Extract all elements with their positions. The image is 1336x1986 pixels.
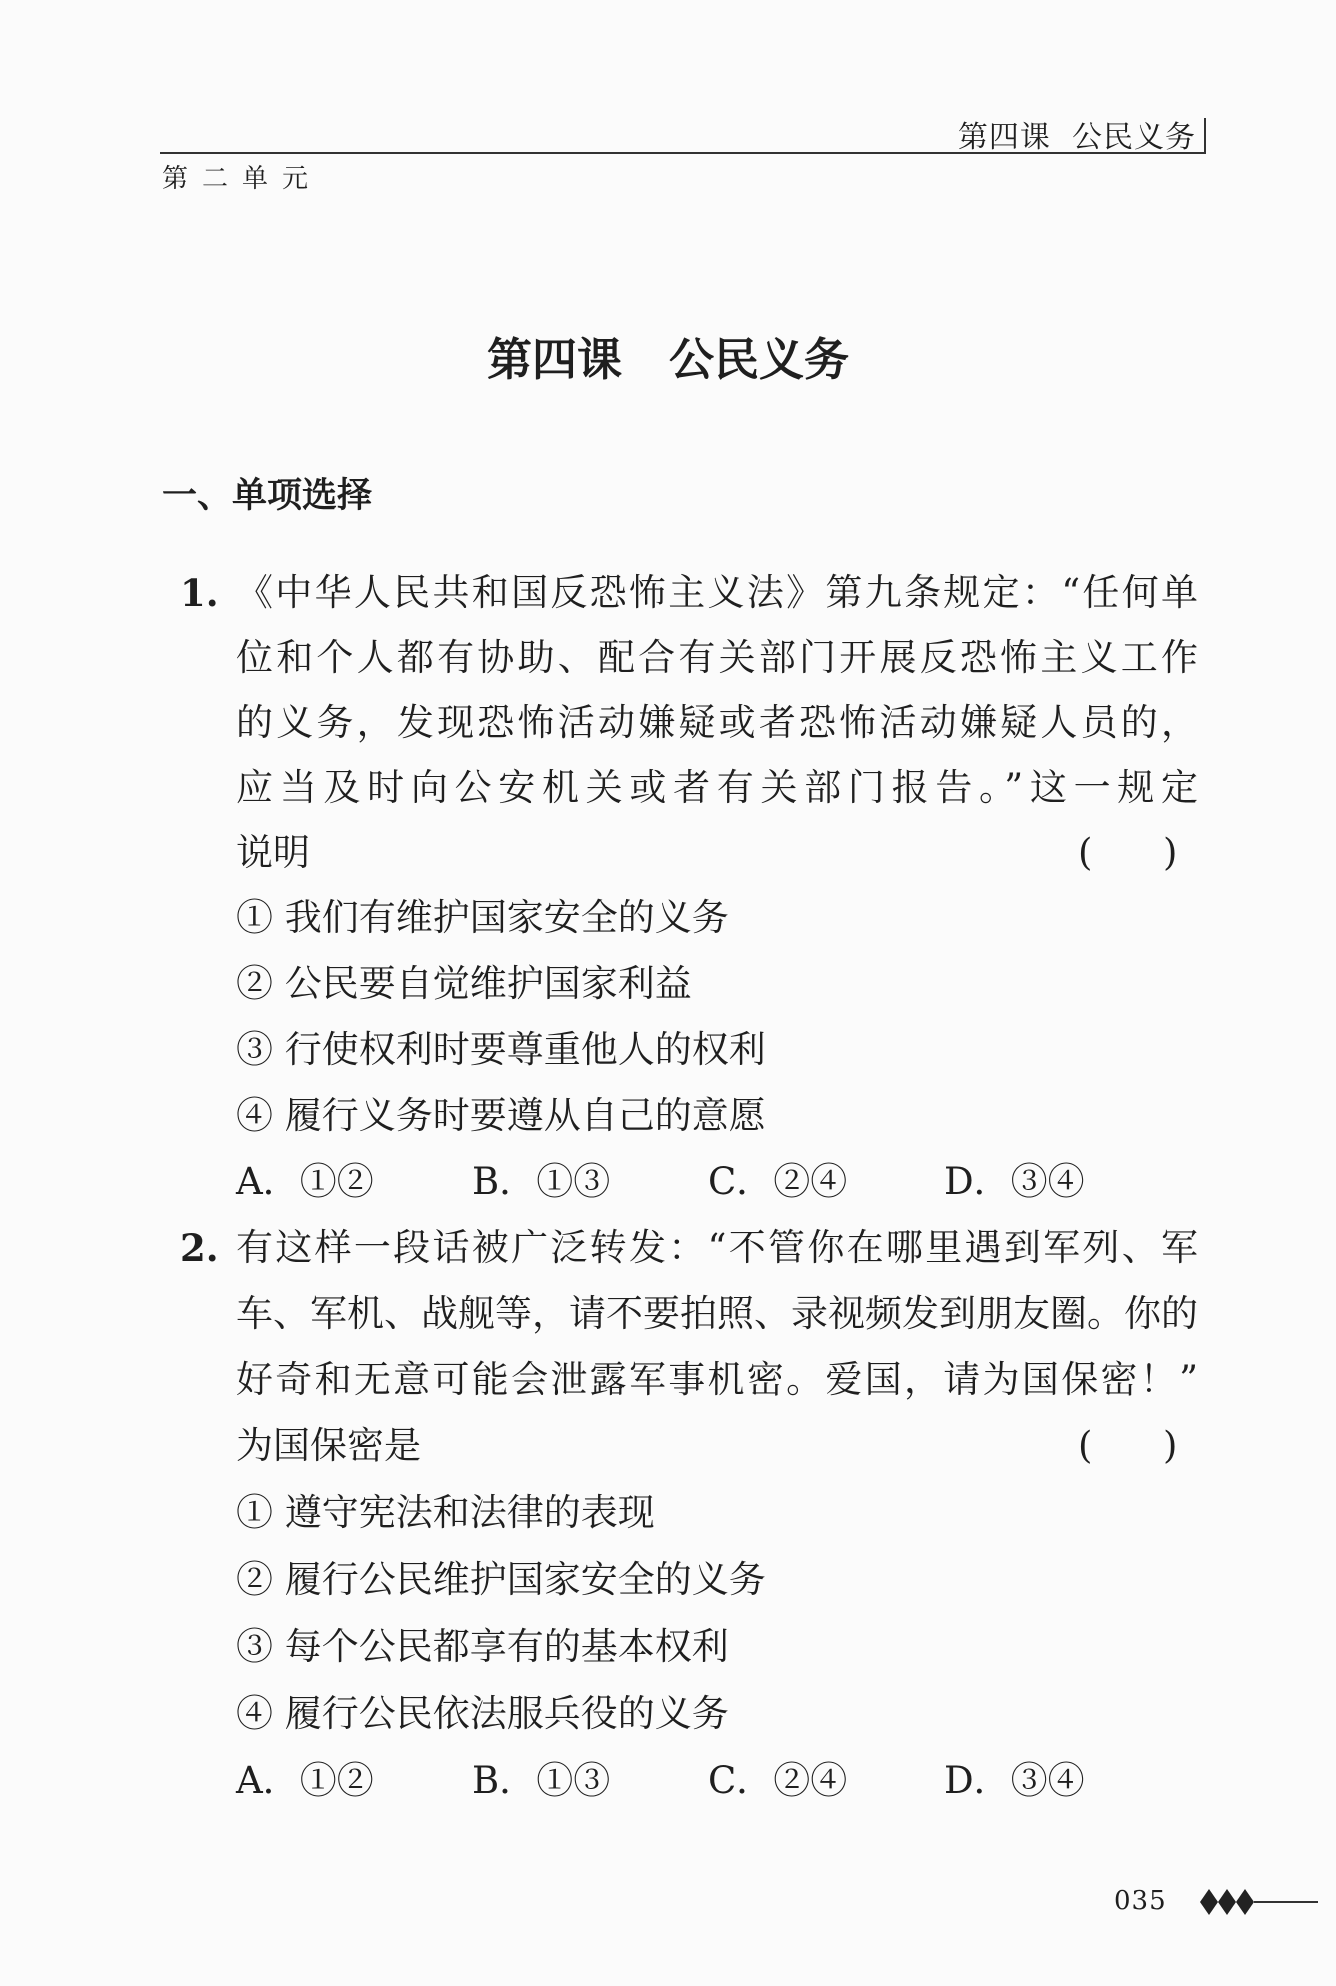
choice-c[interactable]: C．②④	[708, 1759, 848, 1802]
page-number: 035	[1114, 1886, 1167, 1916]
running-header-lesson: 第四课 公民义务	[957, 120, 1196, 155]
choice-a[interactable]: A．①②	[236, 1160, 374, 1203]
choice-b[interactable]: B．①③	[472, 1759, 611, 1802]
option-item: ② 公民要自觉维护国家利益	[236, 962, 692, 1005]
choice-a[interactable]: A．①②	[236, 1759, 374, 1802]
question-stem-line: 为国保密是	[236, 1424, 421, 1467]
option-item: ④ 履行义务时要遵从自己的意愿	[236, 1094, 766, 1137]
answer-parentheses[interactable]: ( )	[1078, 1424, 1178, 1467]
question-stem-line: 应当及时向公安机关或者有关部门报告。”这一规定	[236, 766, 1198, 809]
question-stem-line: 的义务，发现恐怖活动嫌疑或者恐怖活动嫌疑人员的，	[236, 701, 1198, 744]
question-stem-line: 说明	[236, 831, 310, 874]
option-item: ③ 行使权利时要尊重他人的权利	[236, 1028, 766, 1071]
option-item: ① 遵守宪法和法律的表现	[236, 1491, 655, 1534]
lesson-title: 第四课 公民义务	[486, 333, 849, 386]
question-stem-line: 位和个人都有协助、配合有关部门开展反恐怖主义工作	[236, 636, 1198, 679]
section-heading: 一、单项选择	[162, 476, 373, 516]
diamond-ornament-icon	[1200, 1882, 1320, 1922]
choice-b[interactable]: B．①③	[472, 1160, 611, 1203]
question-stem-line: 好奇和无意可能会泄露军事机密。爱国，请为国保密！”	[236, 1358, 1198, 1401]
choice-d[interactable]: D．③④	[944, 1160, 1085, 1203]
option-item: ① 我们有维护国家安全的义务	[236, 896, 729, 939]
option-item: ④ 履行公民依法服兵役的义务	[236, 1692, 729, 1735]
question-stem-line: 《中华人民共和国反恐怖主义法》第九条规定：“任何单	[236, 571, 1198, 614]
option-item: ③ 每个公民都享有的基本权利	[236, 1625, 729, 1668]
choice-c[interactable]: C．②④	[708, 1160, 848, 1203]
answer-parentheses[interactable]: ( )	[1078, 831, 1178, 874]
question-number: 1.	[180, 571, 219, 615]
choice-d[interactable]: D．③④	[944, 1759, 1085, 1802]
question-number: 2.	[180, 1226, 219, 1270]
header-edge-bar	[1204, 118, 1206, 153]
question-stem-line: 有这样一段话被广泛转发：“不管你在哪里遇到军列、军	[236, 1226, 1198, 1269]
question-stem-line: 车、军机、战舰等，请不要拍照、录视频发到朋友圈。你的	[236, 1292, 1198, 1335]
running-header-unit: 第二单元	[162, 164, 323, 194]
option-item: ② 履行公民维护国家安全的义务	[236, 1558, 766, 1601]
